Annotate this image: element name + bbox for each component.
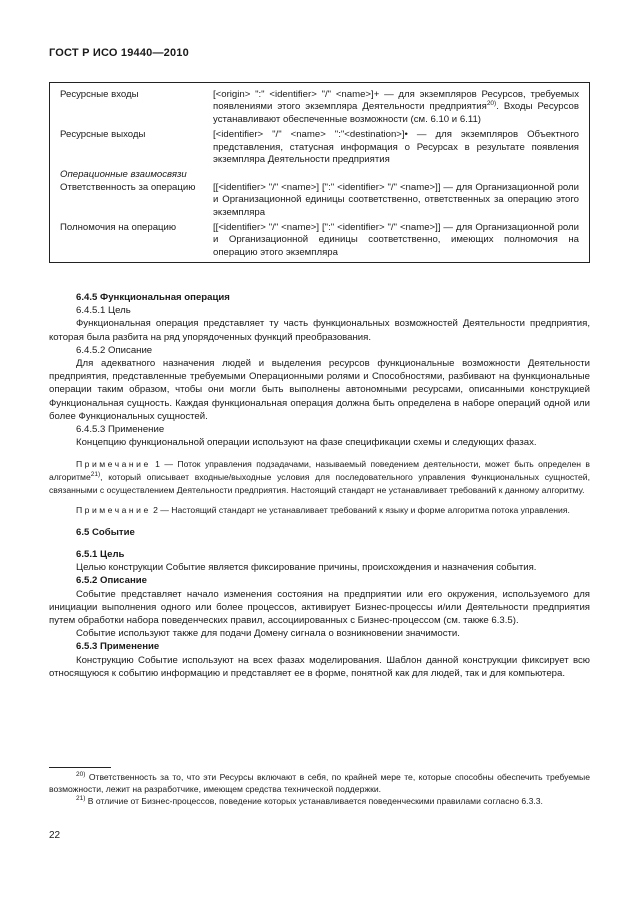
table-row — [50, 166, 590, 181]
paragraph: Событие используют также для подачи Домену сигнала о возникновении значимости. — [76, 628, 460, 640]
row-value: [[<identifier> "/" <name>] [":" <identifier> "/" <name>]] — для Организационной роли и Организационной единицы соответственно, имеющих полномочия на операцию этого экземпляра — [213, 222, 579, 258]
page-number: 22 — [49, 830, 61, 841]
footnote: $^{21)}$ В отличие от Бизнес-процессов, поведение которых устанавливается поведенческими правилами согласно 6.3.3. — [76, 795, 543, 806]
footnote: $^{20)}$ Ответственность за то, что эти Ресурсы включают в себя, по крайней мере те, которые способны обеспечить требуемые возможности, лежит на разработчике, имеющем средства технической поддержки. — [49, 771, 590, 794]
row-value — [213, 166, 590, 181]
table-row — [50, 126, 590, 166]
table-row — [50, 83, 590, 127]
row-label: Полномочия на операцию — [60, 222, 177, 234]
row-group-label: Операционные взаимосвязи — [60, 169, 187, 181]
table-row — [50, 219, 590, 263]
footnote-ref: 21) — [90, 471, 101, 479]
subsection-heading: 6.4.5.3 Применение — [76, 424, 165, 436]
section-heading: 6.5 Событие — [76, 526, 135, 538]
paragraph: Целью конструкции Событие является фиксирование причины, происхождения и назначения события. — [76, 562, 537, 574]
paragraph: Концепцию функциональной операции используют на фазе спецификации схемы и следующих фазах. — [76, 437, 537, 449]
document-header: ГОСТ Р ИСО 19440—2010 — [49, 47, 189, 59]
paragraph: Конструкцию Событие используют на всех фазах моделирования. Шаблон данной конструкции фиксирует всю относящуюся к событию информацию и представляет ее в форме, понятной как для людей, так и для компьютера. — [49, 654, 590, 679]
table-row — [50, 182, 590, 219]
row-label: Ресурсные входы — [60, 89, 139, 100]
subsection-heading: 6.5.2 Описание — [76, 575, 147, 587]
template-table — [49, 82, 590, 263]
note-2: Примечание 2 — Настоящий стандарт не устанавливает требований к языку и форме алгоритма потока управления. — [76, 505, 570, 516]
subsection-heading: 6.4.5.2 Описание — [76, 344, 153, 356]
subsection-heading: 6.5.3 Применение — [76, 641, 160, 653]
row-value: [<origin> ":" <identifier> "/" <name>]+ — для экземпляров Ресурсов, требуемых появлениями этого экземпляра Деятельности предприятия$^{20)}$. Входы Ресурсов устанавливают обеспеченные возможности (см. 6.10 и 6.11) — [213, 89, 579, 125]
row-value: [<identifier> "/" <name> ":"<destination>]• — для экземпляров Объектного представления, статусная информация о Ресурсах в результате появления экземпляра Деятельности предприятия — [213, 129, 579, 166]
paragraph: Функциональная операция представляет ту часть функциональных возможностей Деятельности предприятия, которая была разбита на ряд упорядоченных функций преобразования. — [49, 318, 590, 343]
subsection-heading: 6.5.1 Цель — [76, 549, 125, 561]
row-value: [[<identifier> "/" <name>] [":" <identifier> "/" <name>]] — для Организационной роли и Организационной единицы соответственно, ответственных за операцию этого экземпляра — [213, 181, 579, 218]
paragraph: Событие представляет начало изменения состояния на предприятии или его окружения, используемого для инициации выполнения одного или более процессов, активирует Бизнес-процессы и/или Деятельности предприятия путем обработки набора поведенческих правил, ассоциированных с Бизнес-процессом (см. также 6.3.5). — [49, 588, 590, 627]
main-text — [49, 291, 590, 680]
footnote-divider — [49, 767, 111, 768]
footnotes — [49, 771, 590, 807]
section-heading: 6.4.5 Функциональная операция — [76, 292, 230, 303]
footnote-ref: 20) — [486, 100, 497, 108]
row-label: Ответственность за операцию — [60, 181, 196, 193]
row-label: Ресурсные выходы — [60, 129, 146, 141]
paragraph: Для адекватного назначения людей и выделения ресурсов функциональные возможности Деятельности предприятия, представленные требуемыми Операционными ролями и Способностями, разбивают на функциональные операции таким образом, чтобы они могли быть выполнены автономными ресурсами, описанными конструкцией Функциональная сущность. Каждая функциональная операция должна быть определена в наборе операций одной или более Функциональных сущностей. — [49, 358, 590, 422]
note-1: Примечание 1 — Поток управления подзадачами, называемый поведением деятельности, может быть определен в алгоритме$^{21)}$, который описывает входные/выходные условия для последовательного управления Функциональных сущностей, связанными с осуществлением Деятельности предприятия. Настоящий стандарт не устанавливает требований к данному алгоритму. — [49, 459, 590, 495]
subsection-heading: 6.4.5.1 Цель — [76, 305, 131, 317]
